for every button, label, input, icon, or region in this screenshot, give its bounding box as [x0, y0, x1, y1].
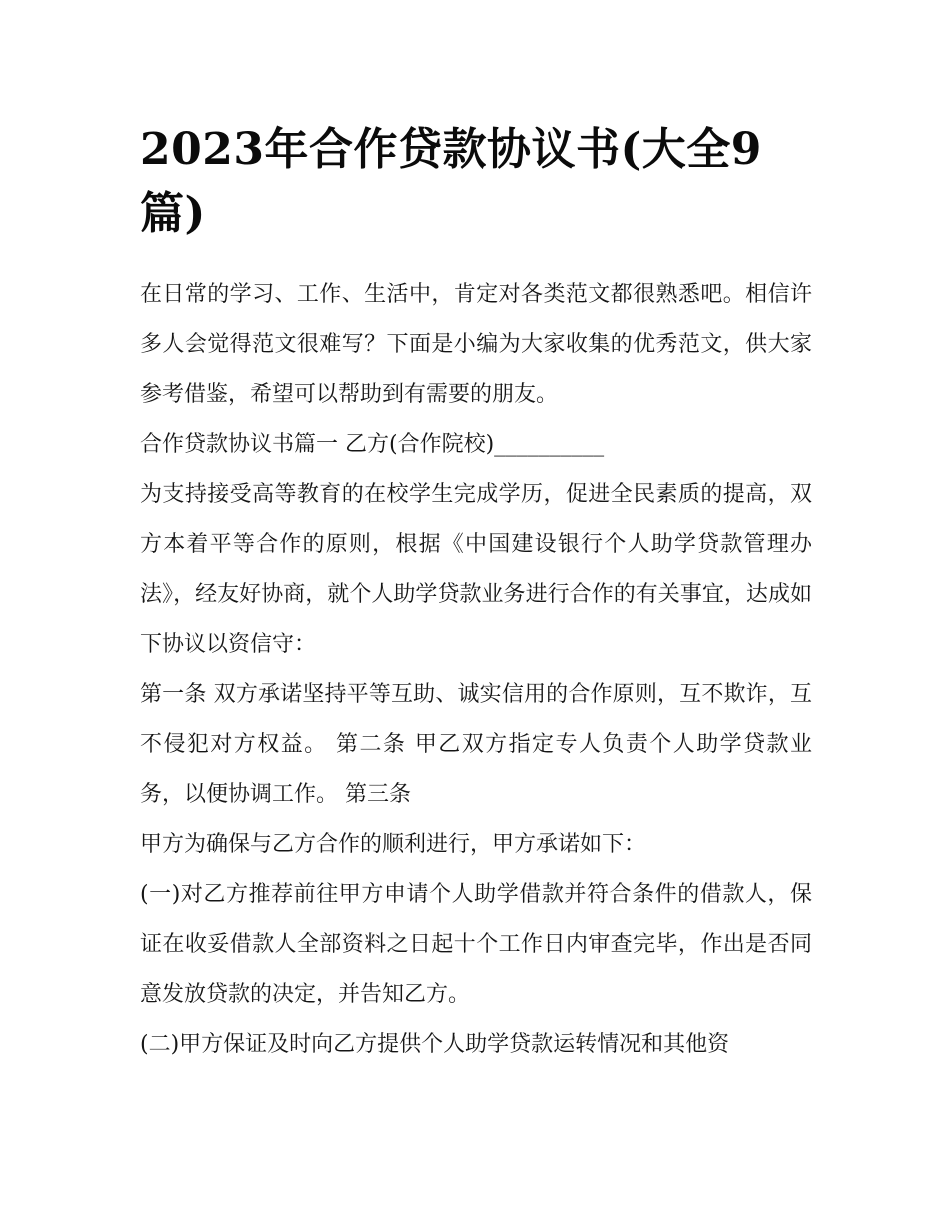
paragraph-purpose: 为支持接受高等教育的在校学生完成学历，促进全民素质的提高，双方本着平等合作的原则，根据《中国建设银行个人助学贷款管理办法》，经友好协商，就个人助学贷款业务进行合作的有关事宜，达成如下协议以资信守： — [140, 482, 812, 657]
paragraph-articles-1-3: 第一条 双方承诺坚持平等互助、诚实信用的合作原则，互不欺诈，互不侵犯对方权益。 第二条 甲乙双方指定专人负责个人助学贷款业务，以便协调工作。 第三条 — [140, 682, 812, 807]
document-body — [140, 270, 812, 1070]
title-line-2: 篇) — [140, 188, 206, 239]
paragraph-heading-party-b: 合作贷款协议书篇一 乙方(合作院校)__________ — [140, 432, 605, 457]
document-title — [140, 118, 812, 246]
document-content — [140, 118, 812, 1070]
paragraph-party-a-commitments: 甲方为确保与乙方合作的顺利进行，甲方承诺如下： — [140, 832, 647, 857]
paragraph-item-1: (一)对乙方推荐前往甲方申请个人助学借款并符合条件的借款人，保证在收妥借款人全部资料之日起十个工作日内审查完毕，作出是否同意发放贷款的决定，并告知乙方。 — [140, 882, 812, 1007]
paragraph-intro: 在日常的学习、工作、生活中，肯定对各类范文都很熟悉吧。相信许多人会觉得范文很难写？下面是小编为大家收集的优秀范文，供大家参考借鉴，希望可以帮助到有需要的朋友。 — [140, 282, 812, 407]
paragraph-item-2: (二)甲方保证及时向乙方提供个人助学贷款运转情况和其他资 — [140, 1032, 730, 1057]
title-line-1: 2023年合作贷款协议书(大全9 — [140, 124, 762, 175]
